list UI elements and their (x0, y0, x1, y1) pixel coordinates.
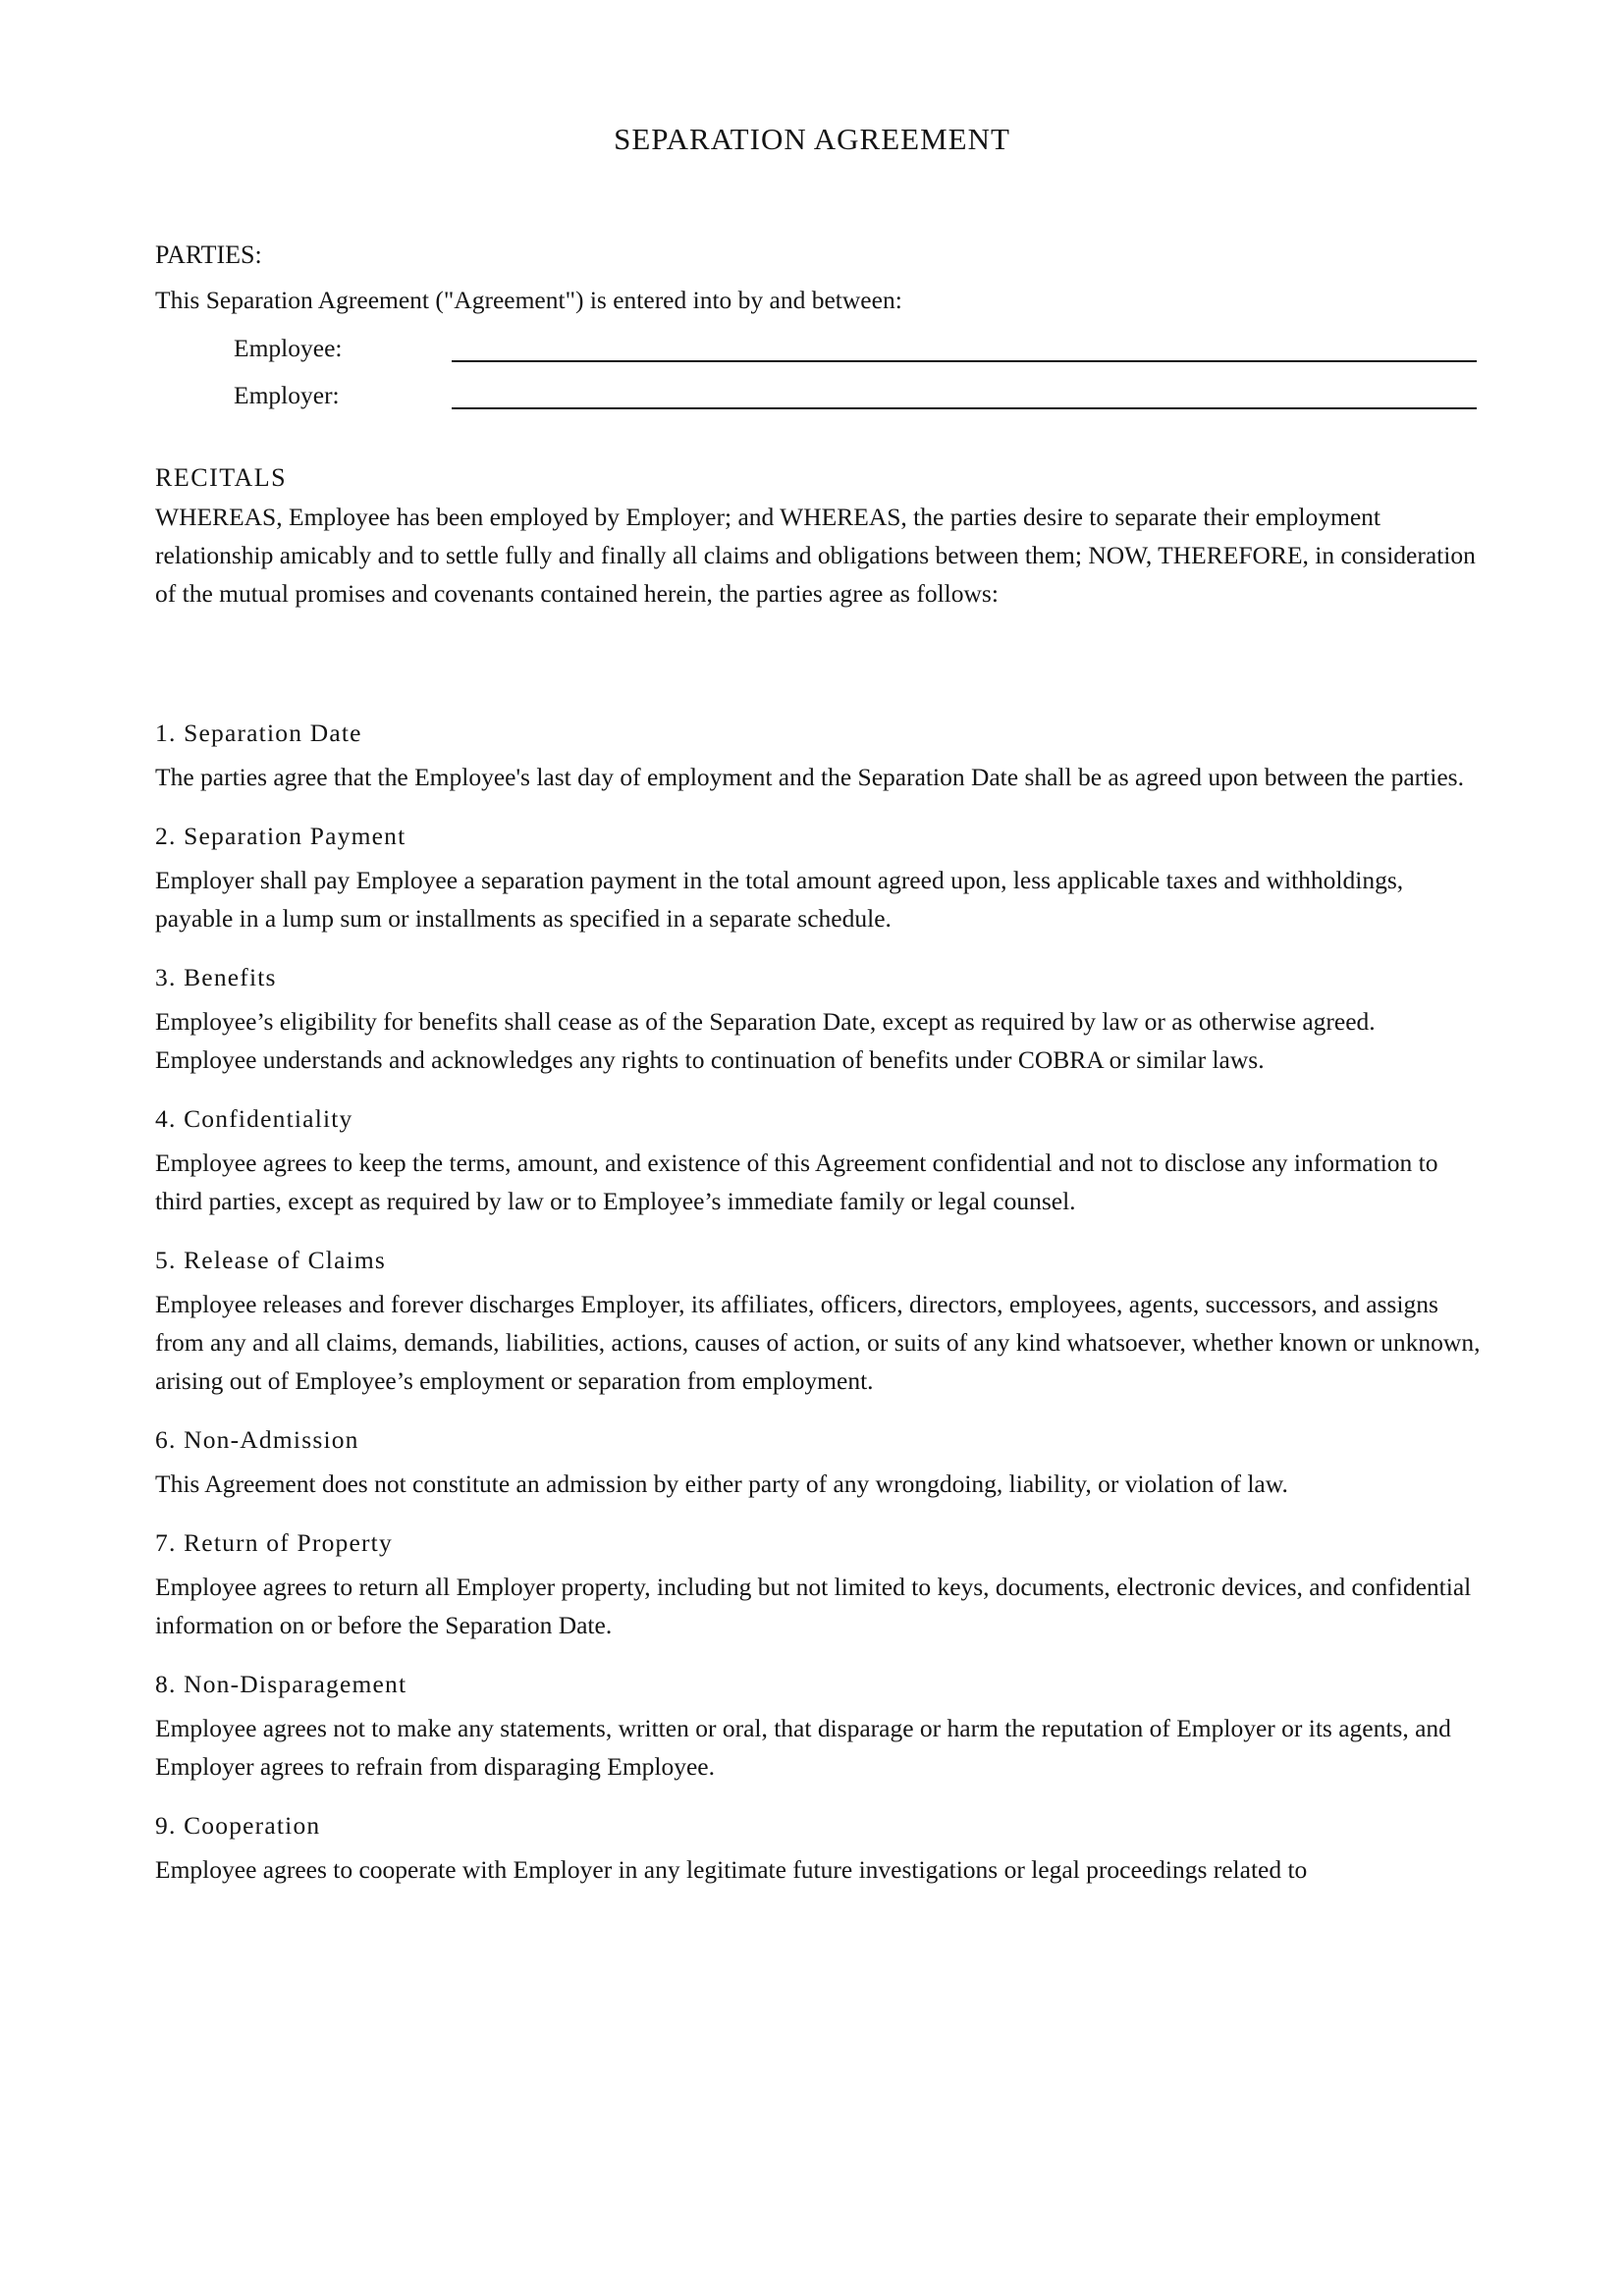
section-confidentiality (155, 1100, 1481, 1220)
parties-heading: PARTIES: (155, 240, 262, 269)
section-text: Employee agrees to keep the terms, amount, and existence of this Agreement confidential and not to disclose any information to third parties, except as required by law or to Employee’s immediate family or legal counsel. (155, 1148, 1438, 1215)
recitals-heading: RECITALS (155, 463, 288, 492)
recitals-block (155, 460, 1481, 613)
section-text: Employee’s eligibility for benefits shall cease as of the Separation Date, except as required by law or as otherwise agreed. Employee understands and acknowledges any rights to continuation of benefits under COBRA or similar laws. (155, 1007, 1376, 1074)
employee-row (155, 319, 1481, 366)
section-heading: 8. Non-Disparagement (155, 1670, 407, 1698)
parties-block (155, 238, 1481, 413)
section-text: Employee agrees to cooperate with Employer in any legitimate future investigations or legal proceedings related to (155, 1855, 1308, 1884)
employer-label: Employer: (234, 381, 340, 409)
section-text: Employee releases and forever discharges Employer, its affiliates, officers, directors, employees, agents, successors, and assigns from any and all claims, demands, liabilities, actions, causes of action, or suits of any kind whatsoever, whether known or unknown, arising out of Employee’s employment or separation from employment. (155, 1290, 1481, 1395)
section-text: Employer shall pay Employee a separation payment in the total amount agreed upon, less applicable taxes and withholdings, payable in a lump sum or installments as specified in a separate schedule. (155, 866, 1404, 933)
section-separation-date (155, 715, 1481, 796)
sections-list (155, 715, 1481, 1889)
section-heading: 3. Benefits (155, 963, 277, 991)
section-text: This Agreement does not constitute an admission by either party of any wrongdoing, liability, or violation of law. (155, 1469, 1288, 1498)
section-heading: 4. Confidentiality (155, 1104, 353, 1133)
employee-label: Employee: (234, 334, 343, 362)
section-heading: 7. Return of Property (155, 1528, 393, 1557)
parties-intro: This Separation Agreement ("Agreement") is entered into by and between: (155, 286, 902, 314)
section-non-admission (155, 1421, 1481, 1503)
section-text: The parties agree that the Employee's last day of employment and the Separation Date shall be as agreed upon between the parties. (155, 763, 1464, 791)
section-heading: 9. Cooperation (155, 1811, 321, 1840)
section-heading: 6. Non-Admission (155, 1425, 359, 1454)
section-cooperation (155, 1807, 1481, 1889)
section-benefits (155, 959, 1481, 1079)
section-heading: 2. Separation Payment (155, 822, 406, 850)
recitals-text: WHEREAS, Employee has been employed by Employer; and WHEREAS, the parties desire to separate their employment relationship amicably and to settle fully and finally all claims and obligations between them; NOW, THEREFORE, in consideration of the mutual promises and covenants contained herein, the parties agree as follows: (155, 503, 1476, 608)
section-return-of-property (155, 1524, 1481, 1644)
section-release-of-claims (155, 1242, 1481, 1400)
section-text: Employee agrees to return all Employer property, including but not limited to keys, documents, electronic devices, and confidential information on or before the Separation Date. (155, 1573, 1472, 1639)
employer-signature-line[interactable] (452, 378, 1477, 409)
section-heading: 5. Release of Claims (155, 1246, 387, 1274)
section-non-disparagement (155, 1666, 1481, 1786)
document-body (155, 238, 1481, 1910)
section-text: Employee agrees not to make any statements, written or oral, that disparage or harm the reputation of Employer or its agents, and Employer agrees to refrain from disparaging Employee. (155, 1714, 1451, 1781)
section-heading: 1. Separation Date (155, 719, 362, 747)
employee-signature-line[interactable] (452, 331, 1477, 362)
employer-row (155, 366, 1481, 413)
section-separation-payment (155, 818, 1481, 937)
document-title: SEPARATION AGREEMENT (614, 122, 1010, 156)
